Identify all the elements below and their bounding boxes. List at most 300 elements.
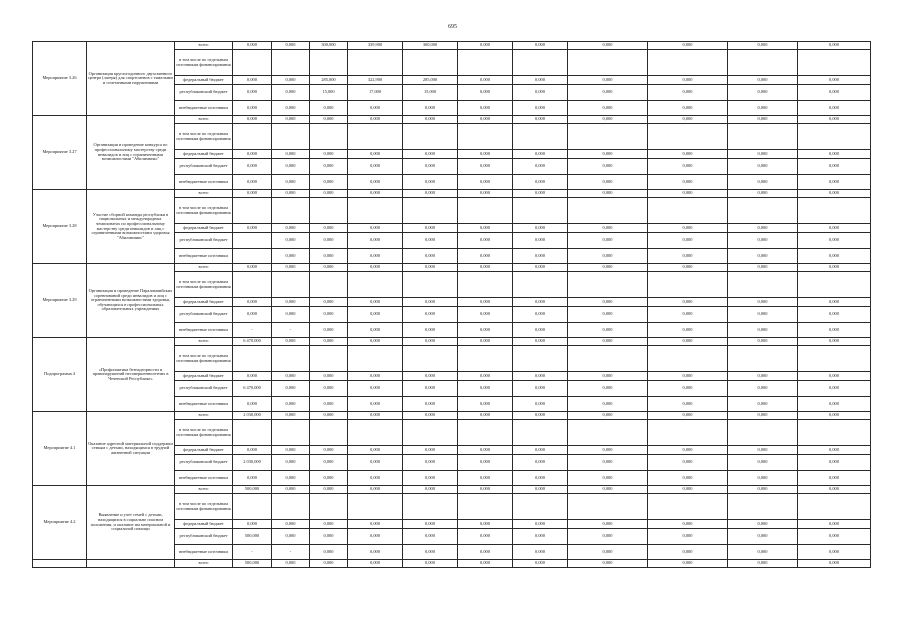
value-cell: 0,000 — [403, 381, 458, 397]
value-cell — [568, 198, 648, 224]
value-cell — [403, 198, 458, 224]
event-code-cell: Мероприятие 3.28 — [33, 190, 87, 264]
value-cell — [798, 420, 871, 446]
value-cell — [272, 50, 310, 76]
value-cell — [513, 198, 568, 224]
value-cell: 0,000 — [458, 101, 513, 116]
value-cell: 0,000 — [458, 446, 513, 455]
value-cell: 0,000 — [513, 249, 568, 264]
value-cell — [568, 272, 648, 298]
value-cell: 0,000 — [348, 372, 403, 381]
value-cell: 0,000 — [458, 264, 513, 272]
value-cell: 0,000 — [568, 249, 648, 264]
funding-source-cell: внебюджетные источники — [175, 249, 233, 264]
value-cell: 0,000 — [513, 397, 568, 412]
value-cell — [568, 346, 648, 372]
value-cell: 0,000 — [798, 116, 871, 124]
value-cell: 0,000 — [348, 298, 403, 307]
value-cell: 0,000 — [233, 159, 272, 175]
funding-source-cell: федеральный бюджет — [175, 76, 233, 85]
value-cell: 0,000 — [513, 545, 568, 560]
value-cell: 0,000 — [348, 323, 403, 338]
value-cell: 0,000 — [798, 338, 871, 346]
value-cell: 0,000 — [568, 560, 648, 568]
value-cell: 0,000 — [568, 471, 648, 486]
value-cell: 0,000 — [233, 116, 272, 124]
value-cell: 0,000 — [458, 150, 513, 159]
value-cell: 0,000 — [513, 76, 568, 85]
value-cell: 0,000 — [728, 446, 798, 455]
funding-source-cell: в том числе по отдельным источникам финансирования — [175, 346, 233, 372]
value-cell: 0,000 — [348, 446, 403, 455]
value-cell: 0,000 — [403, 520, 458, 529]
value-cell: 0,000 — [568, 446, 648, 455]
value-cell: 0,000 — [513, 372, 568, 381]
value-cell: 0,000 — [458, 412, 513, 420]
value-cell: 0,000 — [458, 397, 513, 412]
value-cell: 0,000 — [233, 264, 272, 272]
value-cell: 0,000 — [272, 560, 310, 568]
value-cell: 0,000 — [648, 116, 728, 124]
value-cell: 0,000 — [233, 42, 272, 50]
value-cell: 0,000 — [513, 455, 568, 471]
value-cell: 0,000 — [403, 471, 458, 486]
value-cell: 0,000 — [348, 175, 403, 190]
value-cell — [348, 272, 403, 298]
value-cell: 0,000 — [348, 150, 403, 159]
value-cell: 0,000 — [728, 529, 798, 545]
value-cell — [272, 494, 310, 520]
value-cell: 0,000 — [648, 264, 728, 272]
value-cell: 0,000 — [348, 338, 403, 346]
value-cell: 0,000 — [348, 307, 403, 323]
value-cell: 0,000 — [798, 381, 871, 397]
value-cell: 0,000 — [728, 233, 798, 249]
value-cell: 0,000 — [648, 471, 728, 486]
value-cell — [403, 50, 458, 76]
funding-source-cell: республиканский бюджет — [175, 85, 233, 101]
value-cell: 0,000 — [648, 42, 728, 50]
value-cell — [728, 198, 798, 224]
value-cell: 0,000 — [310, 307, 348, 323]
value-cell: 300,000 — [403, 42, 458, 50]
value-cell — [568, 494, 648, 520]
value-cell: 15,000 — [310, 85, 348, 101]
value-cell: 0,000 — [348, 545, 403, 560]
value-cell: 500,000 — [233, 529, 272, 545]
value-cell: 0,000 — [272, 249, 310, 264]
value-cell: 0,000 — [513, 471, 568, 486]
value-cell: 0,000 — [233, 190, 272, 198]
value-cell: 0,000 — [348, 471, 403, 486]
value-cell: 17,000 — [348, 85, 403, 101]
value-cell: 0,000 — [233, 85, 272, 101]
value-cell: 2 030,000 — [233, 455, 272, 471]
value-cell: 0,000 — [798, 412, 871, 420]
value-cell: 0,000 — [513, 175, 568, 190]
value-cell — [458, 50, 513, 76]
value-cell — [568, 50, 648, 76]
value-cell — [272, 272, 310, 298]
value-cell: 0,000 — [403, 233, 458, 249]
value-cell: 0,000 — [310, 338, 348, 346]
value-cell: 0,000 — [648, 76, 728, 85]
funding-source-cell: всего — [175, 560, 233, 568]
value-cell — [458, 198, 513, 224]
value-cell: 0,000 — [310, 233, 348, 249]
value-cell: 0,000 — [272, 76, 310, 85]
value-cell — [728, 124, 798, 150]
value-cell: 0,000 — [272, 116, 310, 124]
value-cell: 0,000 — [728, 249, 798, 264]
value-cell: 0,000 — [568, 412, 648, 420]
value-cell: 6 470,000 — [233, 338, 272, 346]
value-cell: 0,000 — [568, 175, 648, 190]
budget-table — [32, 41, 871, 568]
value-cell: 0,000 — [513, 190, 568, 198]
value-cell: 0,000 — [648, 446, 728, 455]
value-cell: 0,000 — [513, 446, 568, 455]
value-cell: 0,000 — [728, 486, 798, 494]
value-cell: 0,000 — [728, 150, 798, 159]
value-cell: 0,000 — [798, 560, 871, 568]
value-cell: 0,000 — [310, 249, 348, 264]
value-cell: 0,000 — [648, 529, 728, 545]
value-cell: 0,000 — [310, 486, 348, 494]
value-cell: 0,000 — [648, 190, 728, 198]
value-cell: 0,000 — [728, 116, 798, 124]
event-name-cell: Выявление и учет семей с детьми, находящихся в социально опасном положении, и оказание им материальной и социальной помощи — [87, 486, 175, 560]
value-cell — [568, 124, 648, 150]
value-cell: 0,000 — [458, 224, 513, 233]
value-cell: 0,000 — [403, 249, 458, 264]
value-cell: 0,000 — [728, 372, 798, 381]
value-cell: 0,000 — [403, 338, 458, 346]
value-cell: 0,000 — [403, 101, 458, 116]
value-cell: 0,000 — [458, 381, 513, 397]
value-cell: 0,000 — [798, 323, 871, 338]
value-cell: 0,000 — [233, 397, 272, 412]
funding-source-cell: республиканский бюджет — [175, 233, 233, 249]
value-cell: - — [233, 323, 272, 338]
value-cell: 0,000 — [458, 298, 513, 307]
value-cell: 0,000 — [798, 150, 871, 159]
value-cell — [648, 272, 728, 298]
value-cell: 0,000 — [310, 545, 348, 560]
value-cell: 0,000 — [348, 233, 403, 249]
value-cell — [348, 198, 403, 224]
value-cell: 0,000 — [648, 101, 728, 116]
value-cell — [348, 420, 403, 446]
value-cell: 0,000 — [458, 529, 513, 545]
value-cell: 0,000 — [798, 307, 871, 323]
value-cell — [403, 420, 458, 446]
value-cell: 0,000 — [568, 224, 648, 233]
value-cell: 285,000 — [310, 76, 348, 85]
value-cell: 0,000 — [648, 298, 728, 307]
value-cell: 0,000 — [310, 190, 348, 198]
value-cell: 0,000 — [348, 529, 403, 545]
event-code-cell: Мероприятие 3.27 — [33, 116, 87, 190]
value-cell: 0,000 — [233, 150, 272, 159]
value-cell: 0,000 — [272, 412, 310, 420]
value-cell: 0,000 — [728, 397, 798, 412]
value-cell: 0,000 — [310, 455, 348, 471]
value-cell — [403, 272, 458, 298]
value-cell: 0,000 — [513, 42, 568, 50]
value-cell: 0,000 — [568, 520, 648, 529]
funding-source-cell: республиканский бюджет — [175, 381, 233, 397]
value-cell: 339,900 — [348, 42, 403, 50]
value-cell: 500,000 — [233, 560, 272, 568]
value-cell: 0,000 — [648, 381, 728, 397]
value-cell: 0,000 — [728, 42, 798, 50]
value-cell: 0,000 — [310, 298, 348, 307]
value-cell: 0,000 — [513, 233, 568, 249]
value-cell: 0,000 — [403, 298, 458, 307]
value-cell — [728, 50, 798, 76]
value-cell: 0,000 — [310, 159, 348, 175]
value-cell: 0,000 — [403, 190, 458, 198]
value-cell: 0,000 — [403, 150, 458, 159]
value-cell — [310, 50, 348, 76]
value-cell — [648, 494, 728, 520]
value-cell — [233, 249, 272, 264]
value-cell: 0,000 — [272, 455, 310, 471]
value-cell: 0,000 — [513, 381, 568, 397]
event-code-cell: Мероприятие 4.1 — [33, 412, 87, 486]
value-cell: 0,000 — [648, 412, 728, 420]
value-cell: 0,000 — [458, 545, 513, 560]
value-cell: 0,000 — [458, 233, 513, 249]
value-cell: 0,000 — [513, 412, 568, 420]
funding-source-cell: федеральный бюджет — [175, 446, 233, 455]
value-cell: 0,000 — [348, 264, 403, 272]
value-cell: 0,000 — [272, 520, 310, 529]
event-name-cell: Организация и проведение конкурса по профессиональному мастерству среди инвалидов и лиц с ограниченными возможностями "Абилимпикс" — [87, 116, 175, 190]
value-cell — [798, 272, 871, 298]
value-cell: 0,000 — [728, 159, 798, 175]
value-cell: 0,000 — [348, 560, 403, 568]
value-cell — [272, 198, 310, 224]
value-cell: 0,000 — [728, 175, 798, 190]
value-cell: 0,000 — [403, 264, 458, 272]
value-cell: 0,000 — [728, 85, 798, 101]
table-row — [33, 42, 871, 50]
value-cell — [233, 233, 272, 249]
value-cell: 0,000 — [310, 471, 348, 486]
value-cell — [233, 124, 272, 150]
value-cell: 0,000 — [458, 85, 513, 101]
value-cell: 0,000 — [568, 116, 648, 124]
value-cell: - — [272, 545, 310, 560]
value-cell: 0,000 — [798, 101, 871, 116]
value-cell: 0,000 — [233, 224, 272, 233]
value-cell — [233, 494, 272, 520]
value-cell: 0,000 — [648, 372, 728, 381]
value-cell: 0,000 — [458, 323, 513, 338]
event-code-cell: Мероприятие 3.26 — [33, 42, 87, 116]
value-cell: 322,900 — [348, 76, 403, 85]
value-cell: 0,000 — [798, 486, 871, 494]
value-cell: 0,000 — [348, 397, 403, 412]
value-cell: 0,000 — [728, 101, 798, 116]
value-cell — [310, 272, 348, 298]
value-cell — [798, 346, 871, 372]
funding-source-cell: в том числе по отдельным источникам финансирования — [175, 272, 233, 298]
value-cell: 0,000 — [403, 486, 458, 494]
value-cell: 0,000 — [348, 381, 403, 397]
value-cell: 0,000 — [233, 372, 272, 381]
value-cell: 0,000 — [272, 159, 310, 175]
funding-source-cell: внебюджетные источники — [175, 397, 233, 412]
value-cell: 0,000 — [648, 520, 728, 529]
value-cell — [513, 346, 568, 372]
value-cell — [458, 124, 513, 150]
value-cell: 0,000 — [568, 545, 648, 560]
funding-source-cell: всего — [175, 264, 233, 272]
value-cell: 0,000 — [513, 529, 568, 545]
value-cell — [272, 420, 310, 446]
value-cell: 0,000 — [798, 529, 871, 545]
table-row — [33, 486, 871, 494]
table-row — [33, 560, 871, 568]
value-cell: 0,000 — [310, 381, 348, 397]
value-cell: 0,000 — [310, 264, 348, 272]
value-cell — [728, 494, 798, 520]
value-cell: 0,000 — [568, 397, 648, 412]
value-cell: 0,000 — [310, 323, 348, 338]
value-cell: 15,000 — [403, 85, 458, 101]
value-cell: 0,000 — [403, 323, 458, 338]
value-cell — [233, 50, 272, 76]
value-cell: 0,000 — [568, 529, 648, 545]
event-name-cell: Организация и проведение Паралимпийских соревнований среди инвалидов и лиц с ограниченными возможностями здоровья, обучающихся в профессиональных образовательных учреждениях — [87, 264, 175, 338]
value-cell: 0,000 — [798, 76, 871, 85]
value-cell: 0,000 — [403, 545, 458, 560]
value-cell: 0,000 — [568, 307, 648, 323]
value-cell: 0,000 — [348, 101, 403, 116]
funding-source-cell: внебюджетные источники — [175, 545, 233, 560]
value-cell: 0,000 — [798, 455, 871, 471]
funding-source-cell: федеральный бюджет — [175, 372, 233, 381]
value-cell: 0,000 — [272, 101, 310, 116]
value-cell: 0,000 — [648, 150, 728, 159]
value-cell: 0,000 — [403, 529, 458, 545]
value-cell: 0,000 — [728, 224, 798, 233]
value-cell: 0,000 — [310, 101, 348, 116]
value-cell: 0,000 — [568, 323, 648, 338]
value-cell — [272, 346, 310, 372]
value-cell — [403, 124, 458, 150]
value-cell: 0,000 — [310, 397, 348, 412]
value-cell: 0,000 — [568, 455, 648, 471]
value-cell: 0,000 — [728, 560, 798, 568]
value-cell: 0,000 — [458, 471, 513, 486]
value-cell: 0,000 — [513, 101, 568, 116]
value-cell: - — [233, 545, 272, 560]
value-cell — [310, 494, 348, 520]
value-cell: 0,000 — [310, 175, 348, 190]
value-cell — [403, 494, 458, 520]
value-cell: 0,000 — [798, 264, 871, 272]
value-cell: 0,000 — [728, 338, 798, 346]
value-cell — [310, 346, 348, 372]
value-cell: 0,000 — [310, 529, 348, 545]
funding-source-cell: в том числе по отдельным источникам финансирования — [175, 420, 233, 446]
value-cell: 0,000 — [458, 338, 513, 346]
value-cell: 0,000 — [513, 520, 568, 529]
funding-source-cell: внебюджетные источники — [175, 471, 233, 486]
value-cell — [458, 272, 513, 298]
value-cell: 0,000 — [568, 190, 648, 198]
value-cell: 0,000 — [403, 372, 458, 381]
value-cell: 0,000 — [310, 150, 348, 159]
value-cell — [728, 272, 798, 298]
value-cell: 0,000 — [728, 412, 798, 420]
value-cell: 500,000 — [233, 486, 272, 494]
value-cell: 0,000 — [798, 545, 871, 560]
value-cell: 0,000 — [648, 455, 728, 471]
value-cell: 0,000 — [233, 76, 272, 85]
value-cell: 0,000 — [648, 545, 728, 560]
value-cell: 0,000 — [403, 116, 458, 124]
value-cell: 0,000 — [728, 471, 798, 486]
value-cell: 0,000 — [458, 175, 513, 190]
value-cell: 0,000 — [272, 529, 310, 545]
value-cell: 0,000 — [513, 150, 568, 159]
value-cell: 300,000 — [310, 42, 348, 50]
value-cell: 0,000 — [348, 455, 403, 471]
value-cell: 0,000 — [310, 224, 348, 233]
event-name-cell: «Профилактика безнадзорности и правонарушений несовершеннолетних в Чеченской Республике» — [87, 338, 175, 412]
funding-source-cell: республиканский бюджет — [175, 307, 233, 323]
value-cell: 0,000 — [568, 298, 648, 307]
value-cell: 0,000 — [648, 307, 728, 323]
event-code-cell: Мероприятие 3.29 — [33, 264, 87, 338]
value-cell: 0,000 — [568, 150, 648, 159]
value-cell — [798, 198, 871, 224]
funding-source-cell: федеральный бюджет — [175, 150, 233, 159]
value-cell: 0,000 — [798, 233, 871, 249]
funding-source-cell: в том числе по отдельным источникам финансирования — [175, 50, 233, 76]
funding-source-cell: внебюджетные источники — [175, 175, 233, 190]
value-cell: 0,000 — [513, 116, 568, 124]
value-cell: 0,000 — [728, 307, 798, 323]
value-cell — [458, 494, 513, 520]
value-cell: 0,000 — [728, 298, 798, 307]
value-cell: 0,000 — [568, 338, 648, 346]
funding-source-cell: федеральный бюджет — [175, 224, 233, 233]
value-cell: 0,000 — [513, 486, 568, 494]
value-cell: 0,000 — [648, 560, 728, 568]
value-cell: 0,000 — [648, 323, 728, 338]
table-row — [33, 190, 871, 198]
value-cell: 0,000 — [513, 307, 568, 323]
value-cell: 0,000 — [272, 224, 310, 233]
value-cell: 0,000 — [513, 323, 568, 338]
value-cell: 285,000 — [403, 76, 458, 85]
value-cell: 0,000 — [403, 224, 458, 233]
value-cell: 0,000 — [513, 560, 568, 568]
funding-source-cell: всего — [175, 42, 233, 50]
value-cell: 0,000 — [403, 175, 458, 190]
value-cell: 0,000 — [798, 85, 871, 101]
value-cell: 0,000 — [513, 159, 568, 175]
value-cell: 0,000 — [798, 42, 871, 50]
funding-source-cell: республиканский бюджет — [175, 159, 233, 175]
value-cell: 0,000 — [798, 175, 871, 190]
